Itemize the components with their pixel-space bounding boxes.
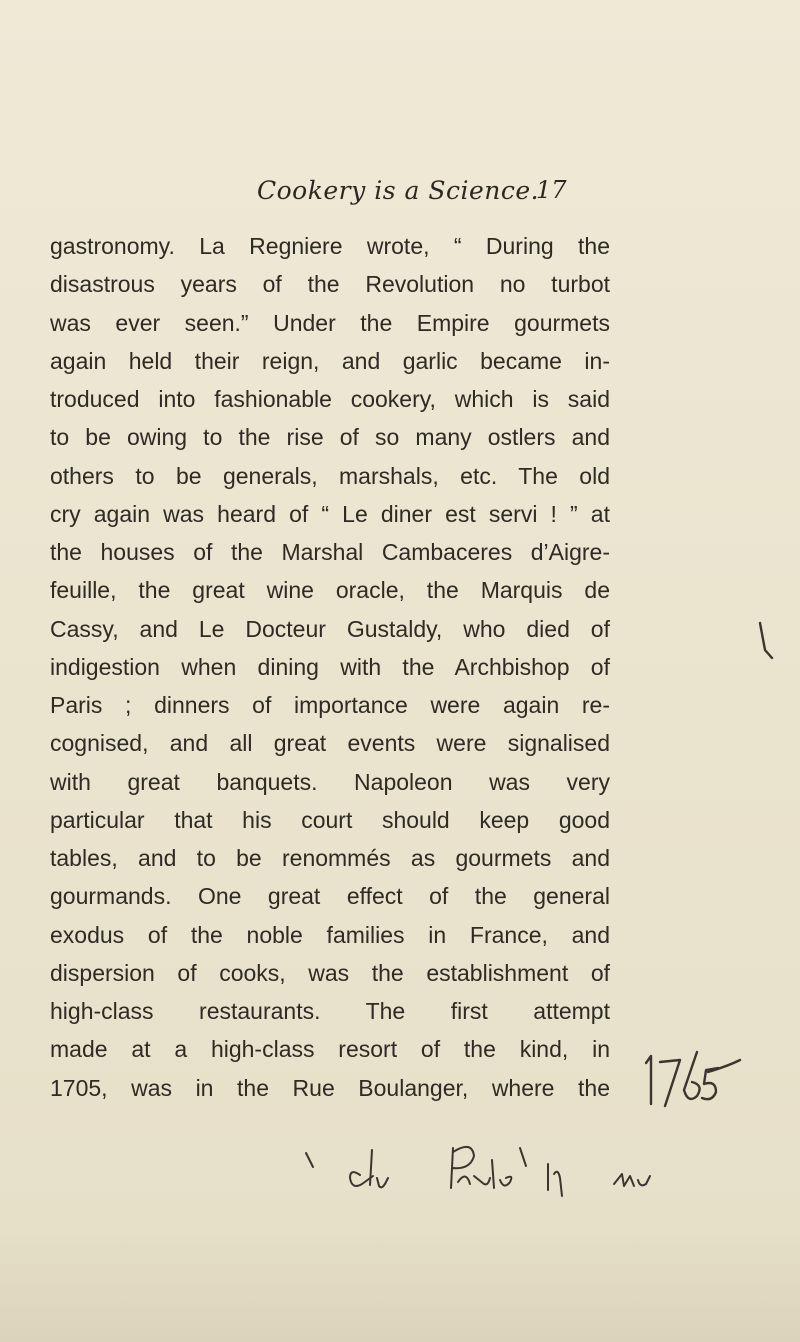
text-line: dispersion of cooks, was the establishment of <box>50 959 610 986</box>
running-title: Cookery is a Science. <box>257 176 540 205</box>
running-head <box>0 176 800 216</box>
text-line: gourmands. One great effect of the general <box>50 883 610 910</box>
text-line: cognised, and all great events were signalised <box>50 730 610 757</box>
margin-bracket-mark <box>760 623 772 658</box>
text-line: Paris ; dinners of importance were again re- <box>50 692 610 718</box>
margin-year-note <box>646 1052 740 1106</box>
text-line: gastronomy. La Regniere wrote, “ During the <box>50 233 610 259</box>
text-line: made at a high-class resort of the kind, in <box>50 1036 610 1063</box>
body-paragraph <box>50 227 610 1107</box>
text-line: cry again was heard of “ Le diner est servi ! ” at <box>50 500 610 527</box>
text-line: with great banquets. Napoleon was very <box>50 768 610 795</box>
text-line: troduced into fashionable cookery, which is said <box>50 386 610 412</box>
text-line: feuille, the great wine oracle, the Marquis de <box>50 577 610 604</box>
text-line: high-class restaurants. The first attempt <box>50 998 610 1024</box>
text-line: again held their reign, and garlic became in- <box>50 347 610 374</box>
text-line: to be owing to the rise of so many ostlers and <box>50 424 610 451</box>
inline-handwritten-note <box>306 1147 650 1196</box>
page-number: 17 <box>536 176 567 204</box>
page-stain <box>0 1220 800 1342</box>
text-line: tables, and to be renommés as gourmets and <box>50 845 610 871</box>
text-line: exodus of the noble families in France, and <box>50 921 610 948</box>
text-line: disastrous years of the Revolution no turbot <box>50 271 610 298</box>
text-line: particular that his court should keep good <box>50 806 610 833</box>
text-line: indigestion when dining with the Archbishop of <box>50 653 610 680</box>
text-line: the houses of the Marshal Cambaceres d’Aigre- <box>50 539 610 565</box>
text-line: others to be generals, marshals, etc. The old <box>50 462 610 489</box>
text-line: was ever seen.” Under the Empire gourmets <box>50 309 610 336</box>
text-line: Cassy, and Le Docteur Gustaldy, who died of <box>50 615 610 642</box>
text-line: 1705, was in the Rue Boulanger, where the <box>50 1074 610 1101</box>
